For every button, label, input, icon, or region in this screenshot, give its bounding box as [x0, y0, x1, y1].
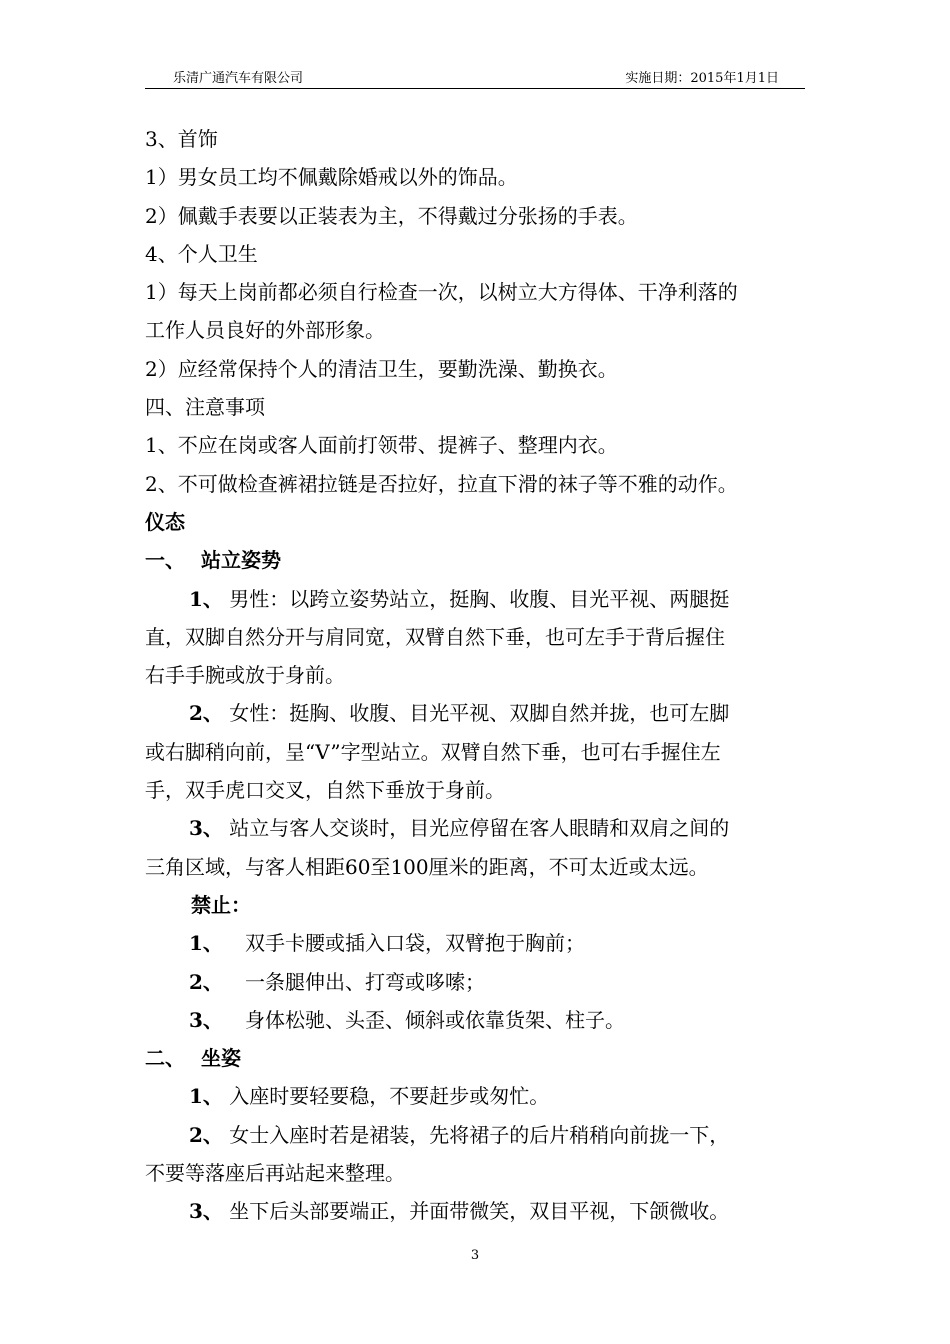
item-number: 2、: [189, 701, 223, 726]
heading-number: 二、: [145, 1046, 185, 1071]
section-heading: 四、注意事项: [145, 395, 265, 420]
paragraph-line: 1）每天上岗前都必须自行检查一次，以树立大方得体、干净利落的: [145, 280, 738, 305]
prohibition-heading: 禁止：: [191, 892, 251, 917]
paragraph-line: 不要等落座后再站起来整理。: [145, 1161, 405, 1186]
paragraph-line: 直，双脚自然分开与肩同宽，双臂自然下垂，也可左手于背后握住: [145, 624, 725, 649]
paragraph-line: [145, 809, 807, 847]
item-number: 1、: [189, 586, 223, 611]
heading-text: 坐姿: [201, 1046, 241, 1071]
paragraph-line: [145, 1077, 807, 1115]
paragraph-line: 2）应经常保持个人的清洁卫生，要勤洗澡、勤换衣。: [145, 356, 618, 381]
section-heading: 4、个人卫生: [145, 241, 258, 266]
document-body: [145, 120, 807, 1231]
paragraph-line: [145, 694, 807, 732]
item-number: 2、: [189, 1122, 223, 1147]
item-text: 入座时要轻要稳，不要赶步或匆忙。: [229, 1084, 550, 1109]
item-text: 女性：挺胸、收腹、目光平视、双脚自然并拢，也可左脚: [229, 701, 730, 726]
item-number: 3、: [189, 1199, 223, 1224]
item-number: 2、: [189, 969, 223, 994]
paragraph-line: 2）佩戴手表要以正装表为主，不得戴过分张扬的手表。: [145, 203, 638, 228]
item-text: 女士入座时若是裙装，先将裙子的后片稍稍向前拢一下，: [229, 1122, 730, 1147]
paragraph-line: [145, 1116, 807, 1154]
paragraph-line: 三角区域，与客人相距60至100厘米的距离，不可太近或太远。: [145, 854, 709, 879]
item-text: 坐下后头部要端正，并面带微笑，双目平视，下颌微收。: [229, 1199, 730, 1224]
item-text: 双手卡腰或插入口袋，双臂抱于胸前；: [245, 931, 585, 956]
subsection-heading: [145, 541, 807, 579]
section-heading: 3、首饰: [145, 127, 218, 151]
company-name: 乐清广通汽车有限公司: [173, 71, 304, 86]
paragraph-line: 1）男女员工均不佩戴除婚戒以外的饰品。: [145, 165, 518, 190]
heading-text: 站立姿势: [201, 548, 281, 573]
item-text: 一条腿伸出、打弯或哆嗦；: [245, 969, 485, 994]
list-item: [145, 924, 807, 962]
effective-date: 实施日期：2015年1月1日: [625, 71, 779, 86]
list-item: [145, 963, 807, 1001]
page-number: 3: [470, 1248, 480, 1263]
paragraph-line: 2、不可做检查裤裙拉链是否拉好，拉直下滑的袜子等不雅的动作。: [145, 471, 738, 496]
paragraph-line: 手，双手虎口交叉，自然下垂放于身前。: [145, 778, 505, 803]
item-text: 男性：以跨立姿势站立，挺胸、收腹、目光平视、两腿挺: [229, 586, 730, 611]
paragraph-line: 右手手腕或放于身前。: [145, 663, 345, 688]
item-number: 1、: [189, 1084, 223, 1109]
paragraph-line: 1、不应在岗或客人面前打领带、提裤子、整理内衣。: [145, 433, 618, 458]
item-text: 身体松驰、头歪、倾斜或依靠货架、柱子。: [245, 1007, 625, 1032]
item-number: 3、: [189, 816, 223, 841]
heading-number: 一、: [145, 548, 185, 573]
item-text: 站立与客人交谈时，目光应停留在客人眼睛和双肩之间的: [229, 816, 730, 841]
paragraph-line: 或右脚稍向前，呈“V”字型站立。双臂自然下垂，也可右手握住左: [145, 739, 721, 764]
paragraph-line: [145, 580, 807, 618]
item-number: 3、: [189, 1007, 223, 1032]
list-item: [145, 1001, 807, 1039]
item-number: 1、: [189, 931, 223, 956]
subsection-heading: [145, 1039, 807, 1077]
page-header: [145, 62, 805, 89]
paragraph-line: 工作人员良好的外部形象。: [145, 318, 385, 343]
chapter-title: 仪态: [145, 509, 185, 534]
paragraph-line: [145, 1192, 807, 1230]
